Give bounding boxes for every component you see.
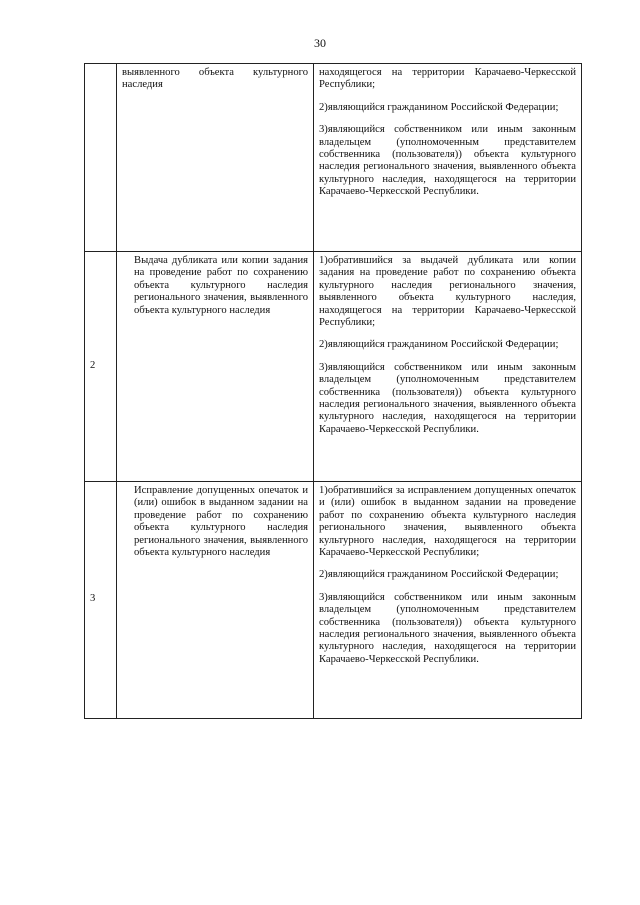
table-row <box>85 64 582 252</box>
applicant-requirements-cell <box>314 482 582 719</box>
table-row <box>85 482 582 719</box>
service-name: Выдача дубликата или копии задания на проведение работ по сохранению объекта культурного наследия регионального значения, выявленного объекта культурного наследия <box>134 255 308 316</box>
requirement-item: находящегося на территории Карачаево-Черкесской Республики; <box>319 67 576 91</box>
applicant-requirements-cell <box>314 64 582 252</box>
page-number: 30 <box>314 36 326 50</box>
service-name: выявленного объекта культурного наследия <box>122 67 308 91</box>
applicant-requirements-cell <box>314 252 582 482</box>
requirement-item: 2)являющийся гражданином Российской Федерации; <box>319 339 559 351</box>
row-number-cell <box>85 64 117 252</box>
service-name: Исправление допущенных опечаток и (или) ошибок в выданном задании на проведение работ по сохранению объекта культурного наследия регионального значения, выявленного объекта культурного наследия <box>134 485 308 559</box>
requirement-item: 2)являющийся гражданином Российской Федерации; <box>319 101 559 113</box>
row-number-cell: 3 <box>85 482 117 719</box>
service-name-cell <box>117 64 314 252</box>
service-name-cell <box>117 252 314 482</box>
row-number-cell: 2 <box>85 252 117 482</box>
requirement-item: 3)являющийся собственником или иным законным владельцем (уполномоченным представителем собственника (пользователя)) объекта культурного наследия регионального значения, выявленного объекта культурного наследия, находящегося на территории Карачаево-Черкесской Республики. <box>319 591 576 665</box>
services-table <box>84 63 582 719</box>
requirement-item: 1)обратившийся за выдачей дубликата или копии задания на проведение работ по сохранению объекта культурного наследия регионального значения, выявленного объекта культурного наследия, находящегося на территории Карачаево-Черкесской Республики; <box>319 255 576 329</box>
table-row <box>85 252 582 482</box>
requirement-item: 2)являющийся гражданином Российской Федерации; <box>319 569 559 581</box>
requirement-item: 3)являющийся собственником или иным законным владельцем (уполномоченным представителем собственника (пользователя)) объекта культурного наследия регионального значения, выявленного объекта культурного наследия, находящегося на территории Карачаево-Черкесской Республики. <box>319 124 576 198</box>
service-name-cell <box>117 482 314 719</box>
requirement-item: 1)обратившийся за исправлением допущенных опечаток и (или) ошибок в выданном задании на проведение работ по сохранению объекта культурного наследия регионального значения, выявленного объекта культурного наследия, находящегося на территории Карачаево-Черкесской Республики; <box>319 485 576 559</box>
requirement-item: 3)являющийся собственником или иным законным владельцем (уполномоченным представителем собственника (пользователя)) объекта культурного наследия регионального значения, выявленного объекта культурного наследия, находящегося на территории Карачаево-Черкесской Республики. <box>319 361 576 435</box>
